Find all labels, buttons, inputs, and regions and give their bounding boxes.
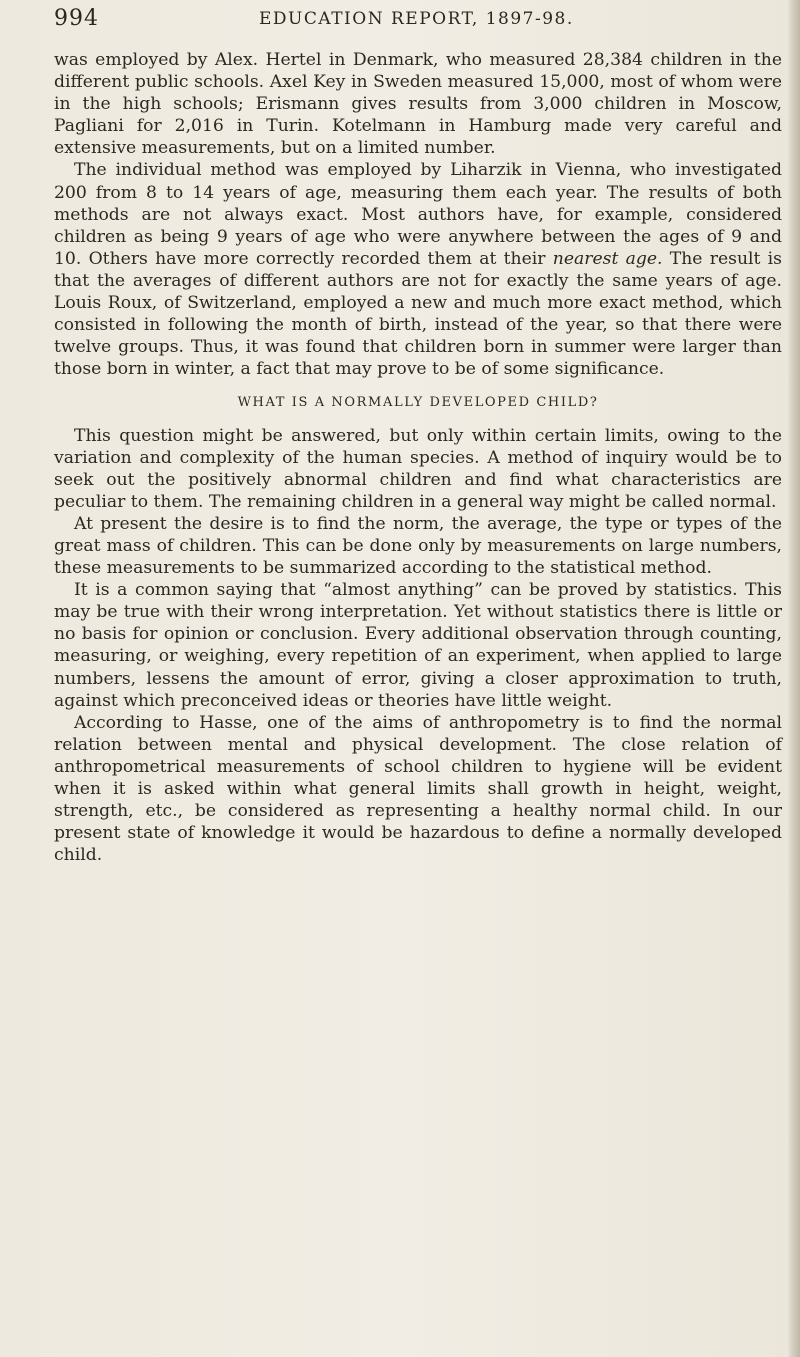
running-head: EDUCATION REPORT, 1897-98. — [259, 9, 574, 29]
paragraph-4: At present the desire is to find the norm, the average, the type or types of the great mass of children. This can be done only by measurements on large numbers, these measurements to be summarized according to the statistical method. — [54, 513, 782, 579]
page-edge — [786, 0, 800, 1357]
paragraph-5: It is a common saying that “almost anything” can be proved by statistics. This may be true with their wrong interpretation. Yet without statistics there is little or no basis for opinion or conclusion. Every additional observation through counting, measuring, or weighing, every repetition of an experiment, when applied to large numbers, lessens the amount of error, giving a closer approximation to truth, against which preconceived ideas or theories have little weight. — [54, 580, 782, 711]
paragraph-3: This question might be answered, but only within certain limits, owing to the variation and complexity of the human species. A method of inquiry would be to seek out the positively abnormal children and find what characteristics are peculiar to them. The remaining children in a general way might be called normal. — [54, 425, 782, 512]
paragraph-2 — [54, 159, 782, 380]
paragraph-2-part-1: The individual method was employed by Liharzik in Vienna, who investigated 200 from 8 to 14 years of age, measuring them each year. The results of both methods are not always exact. Most authors have, for example, considered children as being 9 years of age who were anywhere between the ages of 9 and 10. Others have more correctly recorded them at their — [54, 160, 782, 269]
paragraph-2-emphasis: nearest age. — [552, 248, 663, 269]
section-heading: WHAT IS A NORMALLY DEVELOPED CHILD? — [237, 395, 599, 411]
page-header — [54, 6, 774, 36]
body-text — [54, 49, 782, 866]
page-number: 994 — [54, 6, 99, 31]
paragraph-6: According to Hasse, one of the aims of anthropometry is to find the normal relation between mental and physical development. The close relation of anthropometrical measurements of school children to hygiene will be evident when it is asked within what general limits shall growth in height, weight, strength, etc., be considered as representing a healthy normal child. In our present state of knowledge it would be hazardous to define a normally developed child. — [54, 712, 782, 866]
paragraph-1: was employed by Alex. Hertel in Denmark, who measured 28,384 children in the different public schools. Axel Key in Sweden measured 15,000, most of whom were in the high schools; Erismann gives results from 3,000 children in Moscow, Pagliani for 2,016 in Turin. Kotelmann in Hamburg made very careful and extensive measurements, but on a limited number. — [54, 50, 782, 159]
paragraph-2-part-2: The result is that the averages of different authors are not for exactly the same years of age. Louis Roux, of Switzerland, employed a new and much more exact method, which consisted in following the month of birth, instead of the year, so that there were twelve groups. Thus, it was found that children born in summer were larger than those born in winter, a fact that may prove to be of some significance. — [54, 248, 782, 380]
